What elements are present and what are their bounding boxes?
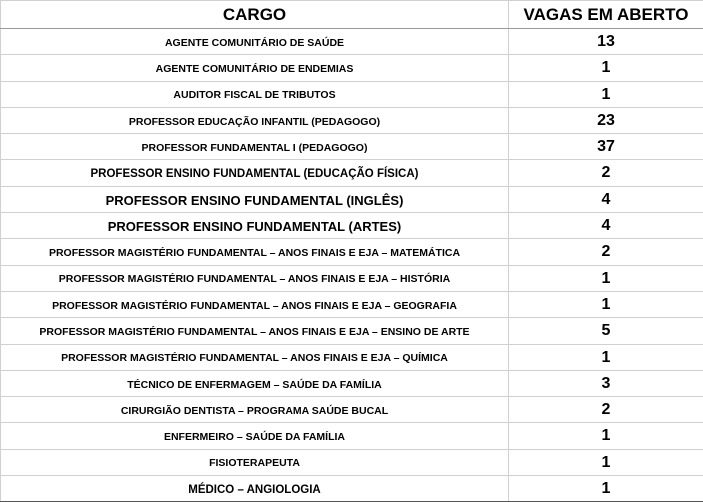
vagas-cell: 1 — [509, 449, 703, 475]
vagas-cell: 1 — [509, 344, 703, 370]
vagas-cell: 23 — [509, 107, 703, 133]
vagas-cell: 1 — [509, 265, 703, 291]
table-row — [1, 160, 703, 186]
table-row — [1, 318, 703, 344]
table-row — [1, 476, 703, 502]
cargo-cell: PROFESSOR MAGISTÉRIO FUNDAMENTAL – ANOS FINAIS E EJA – GEOGRAFIA — [1, 291, 509, 317]
table-row — [1, 186, 703, 212]
table-row — [1, 107, 703, 133]
cargo-cell: TÉCNICO DE ENFERMAGEM – SAÚDE DA FAMÍLIA — [1, 370, 509, 396]
cargo-cell: AUDITOR FISCAL DE TRIBUTOS — [1, 81, 509, 107]
cargo-cell: FISIOTERAPEUTA — [1, 449, 509, 475]
table-row — [1, 370, 703, 396]
cargo-cell: MÉDICO – ANGIOLOGIA — [1, 476, 509, 502]
table-row — [1, 134, 703, 160]
cargo-cell: PROFESSOR MAGISTÉRIO FUNDAMENTAL – ANOS FINAIS E EJA – ENSINO DE ARTE — [1, 318, 509, 344]
header-cargo: CARGO — [1, 1, 509, 29]
cargo-cell: PROFESSOR FUNDAMENTAL I (PEDAGOGO) — [1, 134, 509, 160]
table-row — [1, 344, 703, 370]
cargo-cell: PROFESSOR ENSINO FUNDAMENTAL (INGLÊS) — [1, 186, 509, 212]
vagas-cell: 1 — [509, 81, 703, 107]
table-row — [1, 239, 703, 265]
cargo-cell: ENFERMEIRO – SAÚDE DA FAMÍLIA — [1, 423, 509, 449]
vagas-cell: 5 — [509, 318, 703, 344]
table-row — [1, 265, 703, 291]
table-row — [1, 55, 703, 81]
cargo-cell: PROFESSOR ENSINO FUNDAMENTAL (ARTES) — [1, 213, 509, 239]
header-vagas: VAGAS EM ABERTO — [509, 1, 703, 29]
cargo-cell: AGENTE COMUNITÁRIO DE SAÚDE — [1, 29, 509, 55]
cargo-cell: PROFESSOR MAGISTÉRIO FUNDAMENTAL – ANOS FINAIS E EJA – HISTÓRIA — [1, 265, 509, 291]
cargo-cell: AGENTE COMUNITÁRIO DE ENDEMIAS — [1, 55, 509, 81]
table-row — [1, 449, 703, 475]
cargo-cell: PROFESSOR MAGISTÉRIO FUNDAMENTAL – ANOS FINAIS E EJA – QUÍMICA — [1, 344, 509, 370]
cargo-cell: CIRURGIÃO DENTISTA – PROGRAMA SAÚDE BUCAL — [1, 397, 509, 423]
cargo-cell: PROFESSOR EDUCAÇÃO INFANTIL (PEDAGOGO) — [1, 107, 509, 133]
cargo-cell: PROFESSOR MAGISTÉRIO FUNDAMENTAL – ANOS FINAIS E EJA – MATEMÁTICA — [1, 239, 509, 265]
cargo-cell: PROFESSOR ENSINO FUNDAMENTAL (EDUCAÇÃO FÍSICA) — [1, 160, 509, 186]
vagas-cell: 3 — [509, 370, 703, 396]
vagas-cell: 1 — [509, 476, 703, 502]
vagas-cell: 1 — [509, 423, 703, 449]
vagas-cell: 4 — [509, 213, 703, 239]
vagas-cell: 2 — [509, 239, 703, 265]
table-row — [1, 29, 703, 55]
vagas-cell: 4 — [509, 186, 703, 212]
table-row — [1, 397, 703, 423]
table-header-row — [1, 1, 703, 29]
vagas-cell: 2 — [509, 160, 703, 186]
vagas-cell: 1 — [509, 291, 703, 317]
table-row — [1, 291, 703, 317]
table-row — [1, 213, 703, 239]
table-row — [1, 423, 703, 449]
vagas-cell: 13 — [509, 29, 703, 55]
vagas-cell: 37 — [509, 134, 703, 160]
vagas-cell: 2 — [509, 397, 703, 423]
vagas-cell: 1 — [509, 55, 703, 81]
table-row — [1, 81, 703, 107]
